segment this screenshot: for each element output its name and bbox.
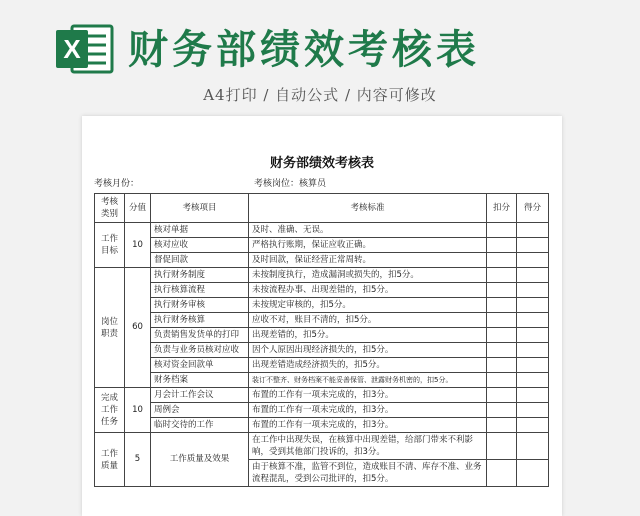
item-cell: 核对资金回款单	[151, 358, 249, 373]
deduct-cell[interactable]	[487, 403, 517, 418]
result-cell[interactable]	[517, 358, 549, 373]
result-cell[interactable]	[517, 298, 549, 313]
item-cell: 周例会	[151, 403, 249, 418]
standard-cell: 由于核算不准，监管不到位，造成账目不清、库存不准、业务流程混乱，受到公司批评的，扣5分。	[249, 460, 487, 487]
standard-cell: 未按规定审核的，扣5分。	[249, 298, 487, 313]
item-cell: 执行财务审核	[151, 298, 249, 313]
deduct-cell[interactable]	[487, 253, 517, 268]
standard-cell: 及时、准确、无误。	[249, 223, 487, 238]
standard-cell: 未按流程办事、出现差错的，扣5分。	[249, 283, 487, 298]
result-cell[interactable]	[517, 433, 549, 460]
excel-logo-icon	[54, 18, 116, 80]
deduct-cell[interactable]	[487, 358, 517, 373]
table-row	[95, 268, 549, 283]
deduct-cell[interactable]	[487, 313, 517, 328]
table-row	[95, 358, 549, 373]
item-cell: 督促回款	[151, 253, 249, 268]
item-cell: 临时交待的工作	[151, 418, 249, 433]
category-cell: 完成工作任务	[95, 388, 125, 433]
table-row	[95, 373, 549, 388]
table-row	[95, 223, 549, 238]
table-row	[95, 433, 549, 460]
item-cell: 执行财务核算	[151, 313, 249, 328]
header-deduct: 扣分	[487, 194, 517, 223]
item-cell: 负责与业务员核对应收	[151, 343, 249, 358]
deduct-cell[interactable]	[487, 328, 517, 343]
standard-cell: 因个人原因出现经济损失的，扣5分。	[249, 343, 487, 358]
standard-cell: 布置的工作有一项未完成的，扣3分。	[249, 418, 487, 433]
month-label: 考核月份：	[94, 179, 140, 189]
result-cell[interactable]	[517, 223, 549, 238]
standard-cell: 应收不对，账目不清的，扣5分。	[249, 313, 487, 328]
result-cell[interactable]	[517, 460, 549, 487]
document-sheet	[82, 116, 562, 516]
category-cell: 岗位职责	[95, 268, 125, 388]
table-row	[95, 388, 549, 403]
standard-cell: 布置的工作有一项未完成的，扣3分。	[249, 403, 487, 418]
standard-cell: 在工作中出现失误，在核算中出现差错，给部门带来不利影响，受到其他部门投诉的，扣3分。	[249, 433, 487, 460]
deduct-cell[interactable]	[487, 418, 517, 433]
deduct-cell[interactable]	[487, 460, 517, 487]
table-row	[95, 313, 549, 328]
item-cell: 月会计工作会议	[151, 388, 249, 403]
header-row	[95, 194, 549, 223]
banner-subtitle: A4打印 / 自动公式 / 内容可修改	[203, 86, 437, 104]
result-cell[interactable]	[517, 313, 549, 328]
table-row	[95, 403, 549, 418]
deduct-cell[interactable]	[487, 268, 517, 283]
result-cell[interactable]	[517, 253, 549, 268]
standard-cell: 未按制度执行，造成漏洞或损失的，扣5分。	[249, 268, 487, 283]
header-score: 分值	[125, 194, 151, 223]
standard-cell: 出现差错造成经济损失的，扣5分。	[249, 358, 487, 373]
banner	[0, 0, 640, 112]
post-label: 考核岗位：核算员	[254, 179, 327, 189]
deduct-cell[interactable]	[487, 343, 517, 358]
deduct-cell[interactable]	[487, 373, 517, 388]
score-cell: 10	[125, 388, 151, 433]
standard-cell: 出现差错的，扣5分。	[249, 328, 487, 343]
deduct-cell[interactable]	[487, 433, 517, 460]
standard-cell: 及时回款，保证经营正常周转。	[249, 253, 487, 268]
result-cell[interactable]	[517, 403, 549, 418]
result-cell[interactable]	[517, 283, 549, 298]
result-cell[interactable]	[517, 238, 549, 253]
result-cell[interactable]	[517, 343, 549, 358]
score-cell: 60	[125, 268, 151, 388]
item-cell: 执行财务制度	[151, 268, 249, 283]
item-cell: 核对应收	[151, 238, 249, 253]
table-row	[95, 418, 549, 433]
result-cell[interactable]	[517, 328, 549, 343]
standard-cell: 严格执行账期，保证应收正确。	[249, 238, 487, 253]
deduct-cell[interactable]	[487, 388, 517, 403]
result-cell[interactable]	[517, 268, 549, 283]
item-cell: 执行核算流程	[151, 283, 249, 298]
item-cell: 财务档案	[151, 373, 249, 388]
table-row	[95, 343, 549, 358]
result-cell[interactable]	[517, 373, 549, 388]
category-cell: 工作质量	[95, 433, 125, 487]
table-row	[95, 328, 549, 343]
assessment-table	[94, 193, 549, 487]
result-cell[interactable]	[517, 418, 549, 433]
score-cell: 10	[125, 223, 151, 268]
banner-title: 财务部绩效考核表	[128, 26, 480, 73]
logo-letter: X	[63, 34, 81, 64]
table-row	[95, 283, 549, 298]
standard-cell: 布置的工作有一项未完成的，扣3分。	[249, 388, 487, 403]
standard-cell: 装订不整齐、财务档案不能妥善保管、泄露财务机密的，扣5分。	[249, 373, 487, 388]
deduct-cell[interactable]	[487, 298, 517, 313]
table-row	[95, 238, 549, 253]
table-row	[95, 253, 549, 268]
header-result: 得分	[517, 194, 549, 223]
item-cell: 核对单据	[151, 223, 249, 238]
document-title: 财务部绩效考核表	[269, 156, 374, 171]
score-cell: 5	[125, 433, 151, 487]
deduct-cell[interactable]	[487, 283, 517, 298]
deduct-cell[interactable]	[487, 223, 517, 238]
header-standard: 考核标准	[249, 194, 487, 223]
result-cell[interactable]	[517, 388, 549, 403]
header-item: 考核项目	[151, 194, 249, 223]
item-cell: 负责销售发货单的打印	[151, 328, 249, 343]
header-category: 考核类别	[95, 194, 125, 223]
table-row	[95, 298, 549, 313]
item-cell: 工作质量及效果	[151, 433, 249, 487]
category-cell: 工作目标	[95, 223, 125, 268]
deduct-cell[interactable]	[487, 238, 517, 253]
